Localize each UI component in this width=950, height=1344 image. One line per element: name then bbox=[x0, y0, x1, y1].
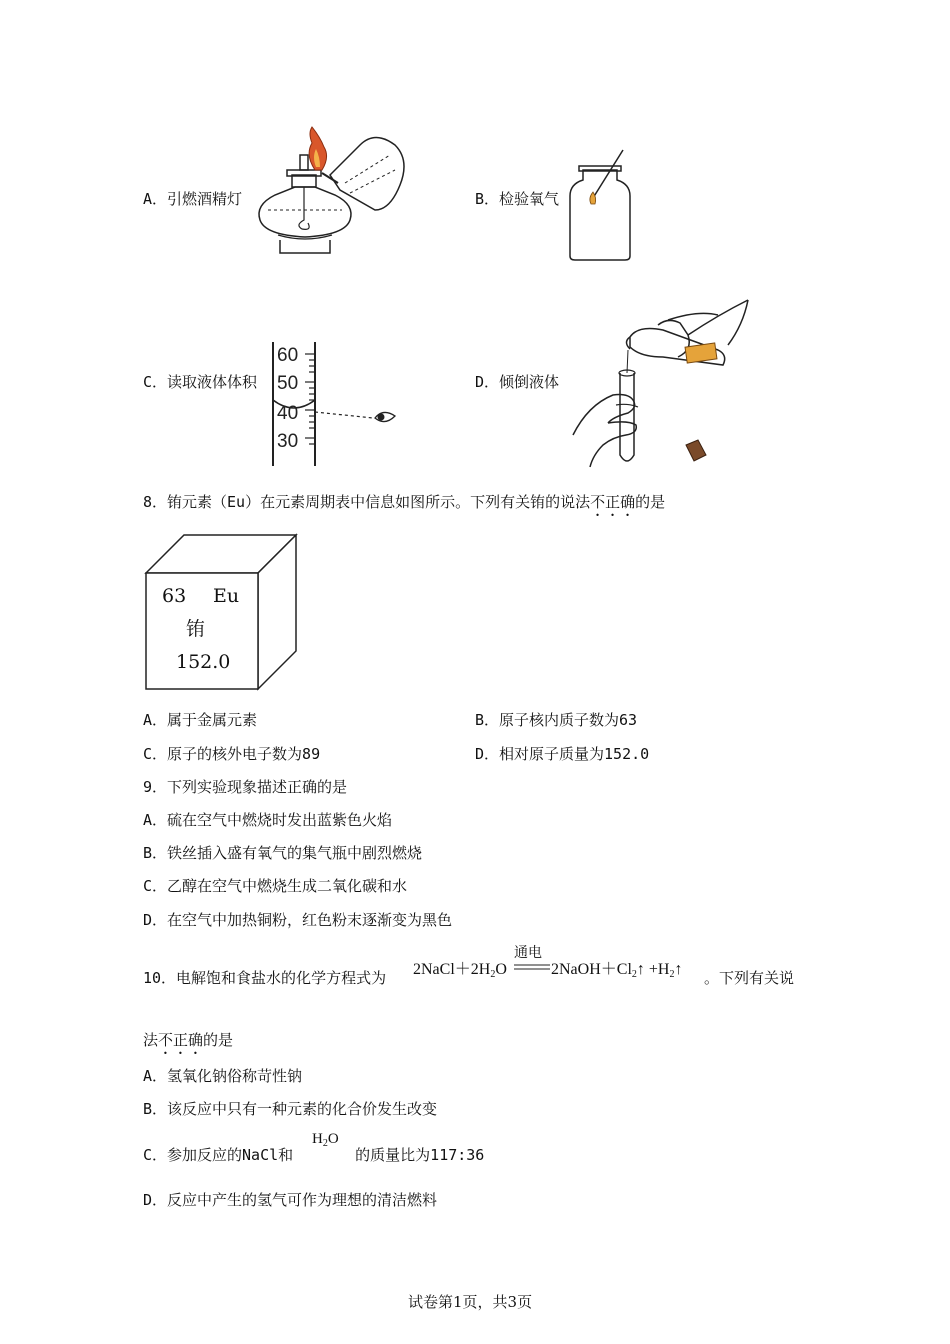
q8-stem: 8．铕元素（Eu）在元素周期表中信息如图所示。下列有关铕的说法不正确的是 bbox=[143, 493, 666, 511]
q9-option-c: C．乙醇在空气中燃烧生成二氧化碳和水 bbox=[143, 877, 408, 895]
h2o-formula: $H_2O$ bbox=[312, 1131, 339, 1149]
pouring-liquid-illustration bbox=[568, 295, 758, 470]
q7-option-d: D．倾倒液体 bbox=[475, 373, 560, 391]
q9-stem: 9．下列实验现象描述正确的是 bbox=[143, 778, 348, 796]
equation-double-line bbox=[514, 964, 550, 970]
q7-option-a: A．引燃酒精灯 bbox=[143, 190, 243, 208]
q10-emphasis: 不正确 bbox=[158, 1031, 204, 1049]
q8-option-a: A．属于金属元素 bbox=[143, 711, 258, 729]
q10-option-c: C．参加反应的NaCl和 的质量比为117:36 bbox=[143, 1146, 485, 1164]
q10-option-b: B．该反应中只有一种元素的化合价发生改变 bbox=[143, 1100, 438, 1118]
gas-jar-illustration bbox=[565, 148, 635, 263]
electrolysis-equation: $2NaCl+2H_2O$ bbox=[413, 961, 507, 980]
q10-stem-line2: 法不正确的是 bbox=[143, 1031, 234, 1049]
page-footer: 试卷第1页，共3页 bbox=[408, 1293, 533, 1311]
q9-option-d: D．在空气中加热铜粉，红色粉末逐渐变为黑色 bbox=[143, 911, 453, 929]
cylinder-tick-50: 50 bbox=[277, 373, 299, 394]
q10-option-a: A．氢氧化钠俗称苛性钠 bbox=[143, 1067, 303, 1085]
q7-option-c: C．读取液体体积 bbox=[143, 373, 258, 391]
q8-emphasis: 不正确 bbox=[590, 493, 636, 511]
element-name: 铕 bbox=[186, 618, 206, 640]
q8-option-b: B．原子核内质子数为63 bbox=[475, 711, 638, 729]
cylinder-tick-40: 40 bbox=[277, 403, 299, 424]
eye-icon bbox=[375, 412, 395, 421]
cylinder-tick-60: 60 bbox=[277, 345, 299, 366]
element-atomic-mass: 152.0 bbox=[176, 651, 231, 673]
alcohol-lamp-illustration bbox=[250, 125, 410, 260]
q8-option-c: C．原子的核外电子数为89 bbox=[143, 745, 321, 763]
q7-option-b: B．检验氧气 bbox=[475, 190, 560, 208]
q8-option-d: D．相对原子质量为152.0 bbox=[475, 745, 650, 763]
element-atomic-number: 63 bbox=[162, 585, 187, 607]
q10-option-d: D．反应中产生的氢气可作为理想的清洁燃料 bbox=[143, 1191, 438, 1209]
q9-option-b: B．铁丝插入盛有氧气的集气瓶中剧烈燃烧 bbox=[143, 844, 423, 862]
reaction-condition: 通电 bbox=[514, 945, 542, 961]
q10-stem-start: 10．电解饱和食盐水的化学方程式为 bbox=[143, 969, 387, 987]
q9-option-a: A．硫在空气中燃烧时发出蓝紫色火焰 bbox=[143, 811, 393, 829]
cylinder-tick-30: 30 bbox=[277, 431, 299, 452]
element-symbol: Eu bbox=[213, 585, 240, 607]
equation-products: $2NaOH+Cl_2↑$ $+H_2↑$ bbox=[551, 961, 683, 980]
graduated-cylinder-illustration bbox=[265, 340, 400, 468]
q10-stem-end: 。下列有关说 bbox=[704, 969, 795, 987]
